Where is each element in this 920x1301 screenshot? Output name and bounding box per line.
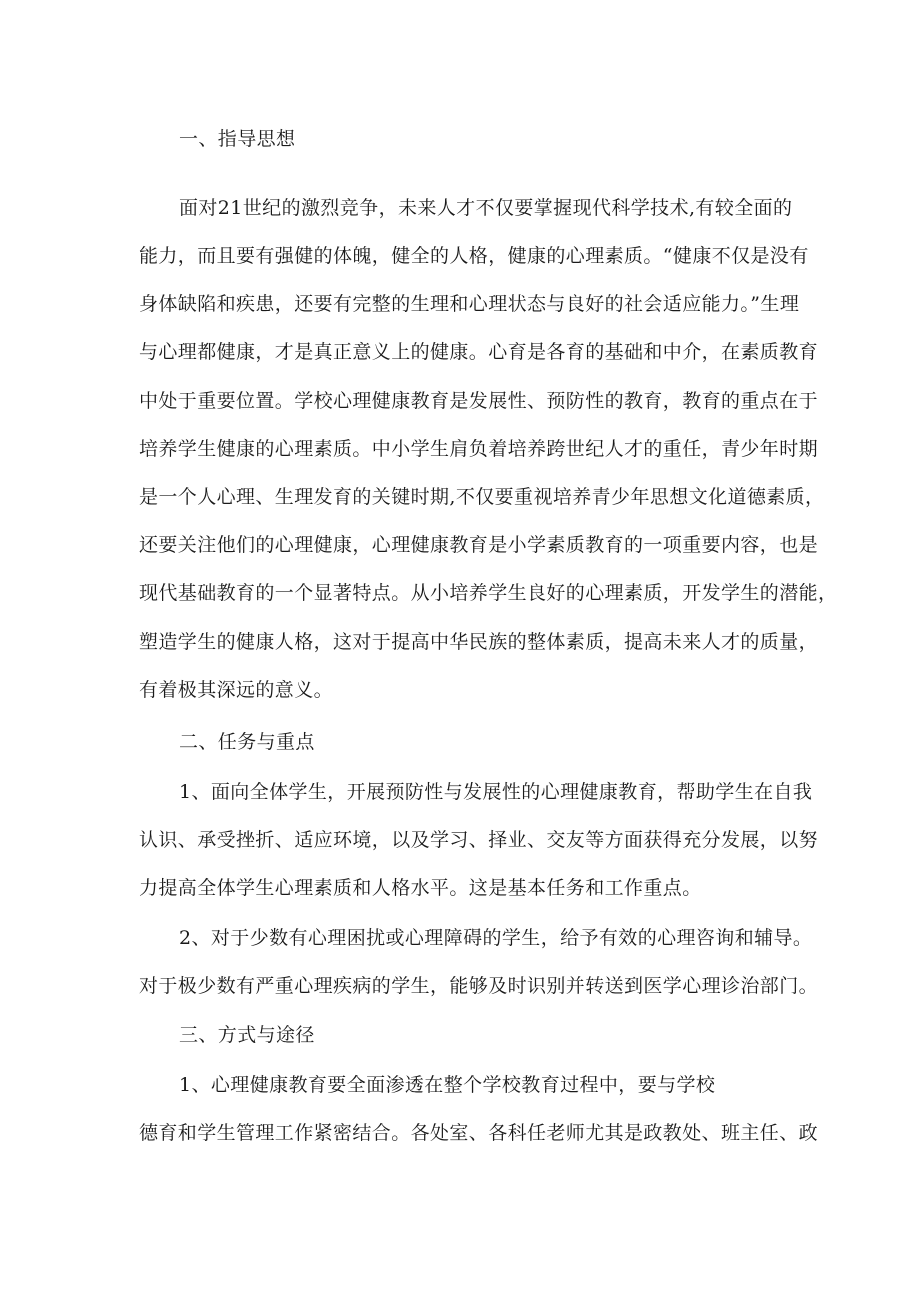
paragraph-line: 中处于重要位置。学校心理健康教育是发展性、预防性的教育，教育的重点在于: [139, 390, 819, 412]
section-heading: 一、指导思想: [179, 128, 296, 150]
paragraph-line: 还要关注他们的心理健康，心理健康教育是小学素质教育的一项重要内容，也是: [139, 534, 819, 556]
section-heading: 二、任务与重点: [179, 731, 315, 753]
paragraph-line: 1、心理健康教育要全面渗透在整个学校教育过程中，要与学校: [179, 1074, 716, 1096]
paragraph-line: 力提高全体学生心理素质和人格水平。这是基本任务和工作重点。: [139, 877, 702, 899]
paragraph-line: 是一个人心理、生理发育的关键时期,不仅要重视培养青少年思想文化道德素质，: [139, 486, 825, 508]
paragraph-line: 2、对于少数有心理困扰或心理障碍的学生，给予有效的心理咨询和辅导。: [179, 927, 813, 949]
paragraph-line: 塑造学生的健康人格，这对于提高中华民族的整体素质，提高未来人才的质量，: [139, 631, 819, 653]
paragraph-line: 现代基础教育的一个显著特点。从小培养学生良好的心理素质，开发学生的潜能，: [139, 582, 838, 604]
paragraph-line: 1、面向全体学生，开展预防性与发展性的心理健康教育，帮助学生在自我: [179, 781, 813, 803]
paragraph-line: 对于极少数有严重心理疾病的学生，能够及时识别并转送到医学心理诊治部门。: [139, 975, 819, 997]
paragraph-line: 培养学生健康的心理素质。中小学生肩负着培养跨世纪人才的重任，青少年时期: [139, 438, 819, 460]
paragraph-line: 有着极其深远的意义。: [139, 679, 334, 701]
section-heading: 三、方式与途径: [179, 1024, 315, 1046]
paragraph-line: 面对21世纪的激烈竞争，未来人才不仅要掌握现代科学技术,有较全面的: [179, 197, 793, 219]
paragraph-line: 认识、承受挫折、适应环境，以及学习、择业、交友等方面获得充分发展，以努: [139, 829, 819, 851]
paragraph-line: 能力，而且要有强健的体魄，健全的人格，健康的心理素质。“健康不仅是没有: [139, 245, 809, 267]
paragraph-line: 德育和学生管理工作紧密结合。各处室、各科任老师尤其是政教处、班主任、政: [139, 1122, 819, 1144]
paragraph-line: 与心理都健康，才是真正意义上的健康。心育是各育的基础和中介，在素质教育: [139, 341, 819, 363]
paragraph-line: 身体缺陷和疾患，还要有完整的生理和心理状态与良好的社会适应能力。”生理: [139, 293, 800, 315]
